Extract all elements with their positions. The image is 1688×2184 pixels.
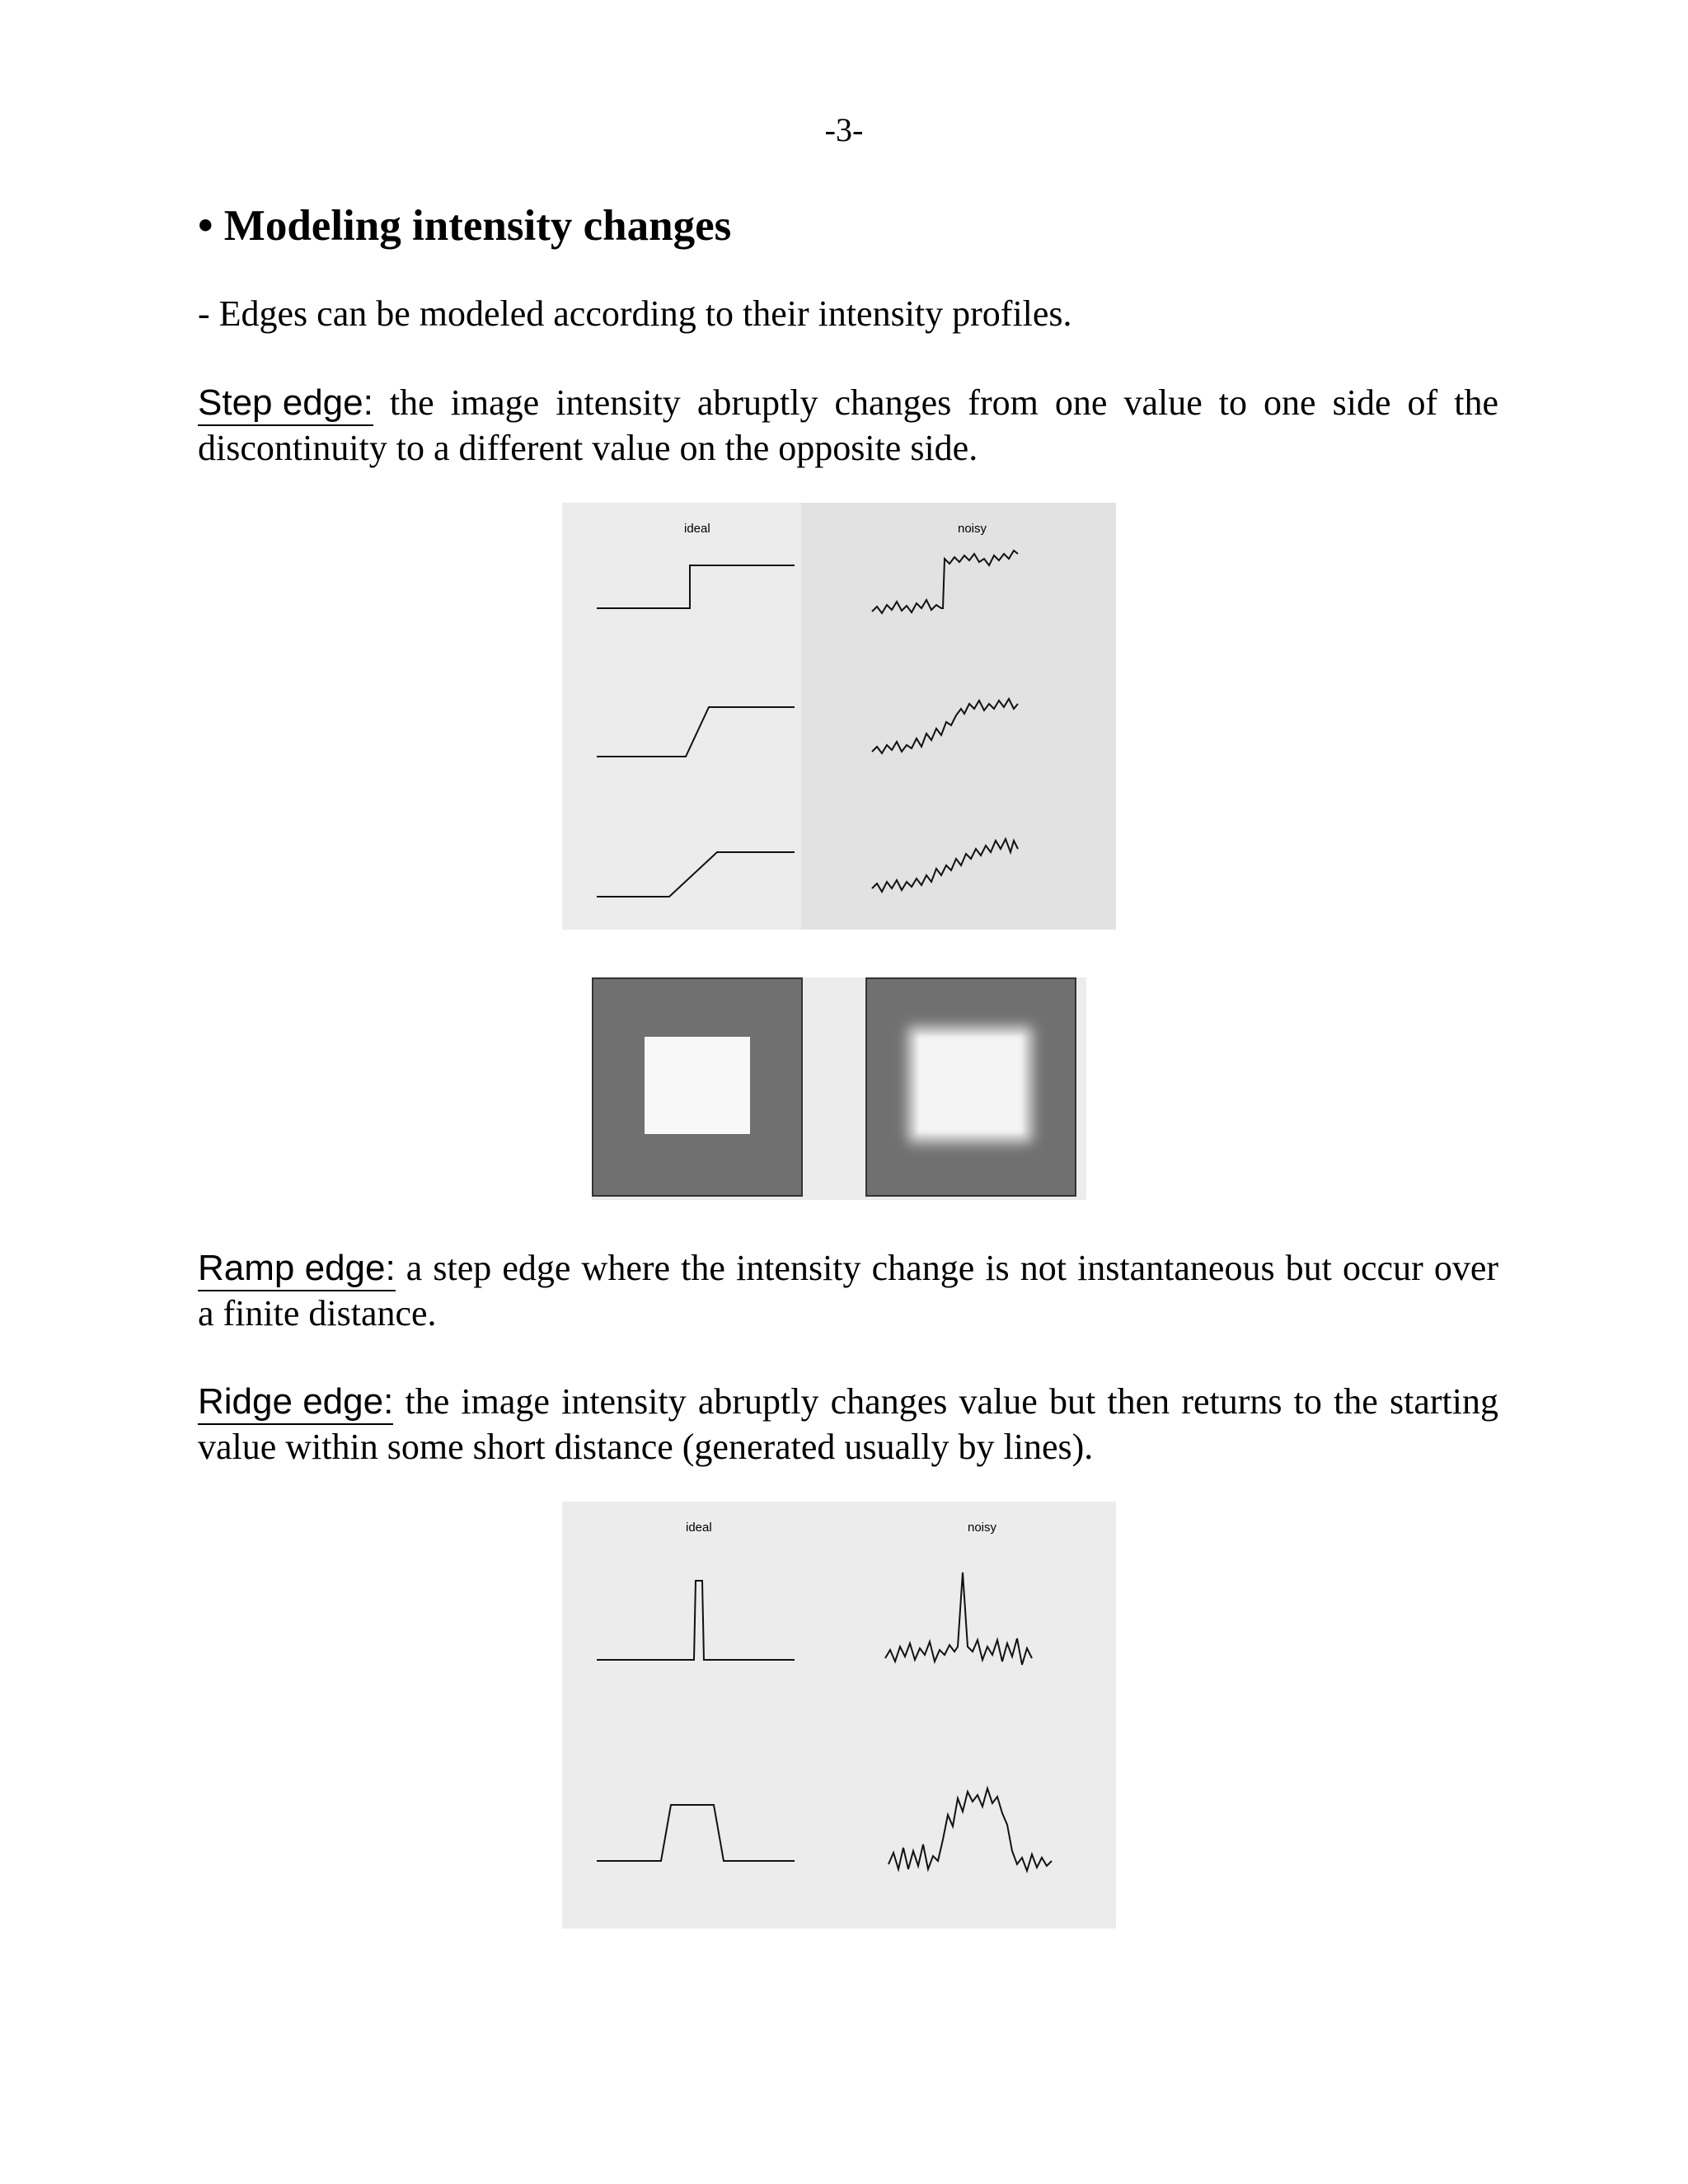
step-edge-term: Step edge: (198, 385, 373, 426)
ramp-edge-definition: a step edge where the intensity change is not instantaneous but occur over a finite distance. (198, 1248, 1498, 1333)
ideal-label: ideal (686, 1521, 712, 1535)
noisy-label: noisy (958, 522, 987, 536)
blurred-bright-square (917, 1035, 1024, 1134)
ridge-edge-paragraph (198, 1380, 1498, 1469)
step-edge-definition: the image intensity abruptly changes from one value to one side of the discontinuity to a different value on the opposite side. (198, 382, 1498, 468)
ridge-edge-profiles-figure (562, 1502, 1116, 1929)
step-edge-profiles-plot (562, 503, 1116, 930)
ridge-edge-profiles-plot (562, 1502, 1116, 1929)
noisy-label: noisy (968, 1521, 997, 1535)
ideal-label: ideal (684, 522, 710, 536)
ridge-edge-definition: the image intensity abruptly changes value but then returns to the starting value within some short distance (generated usually by lines). (198, 1381, 1498, 1467)
step-edge-paragraph (198, 381, 1498, 471)
ramp-edge-term: Ramp edge: (198, 1250, 396, 1291)
ideal-step-profile (597, 565, 795, 608)
ridge-edge-term: Ridge edge: (198, 1384, 393, 1425)
page-number: -3- (824, 111, 864, 148)
intro-paragraph: - Edges can be modeled according to their intensity profiles. (198, 293, 1072, 334)
ideal-ramp-profile-2 (597, 852, 795, 897)
blurred-square-image (865, 977, 1076, 1197)
bright-square (645, 1037, 750, 1134)
ideal-ramp-profile-1 (597, 707, 795, 757)
section-heading: • Modeling intensity changes (198, 202, 732, 250)
ideal-square-image (592, 977, 803, 1197)
step-edge-profiles-figure (562, 503, 1116, 930)
ramp-edge-paragraph (198, 1246, 1498, 1336)
square-images (592, 977, 1086, 1200)
